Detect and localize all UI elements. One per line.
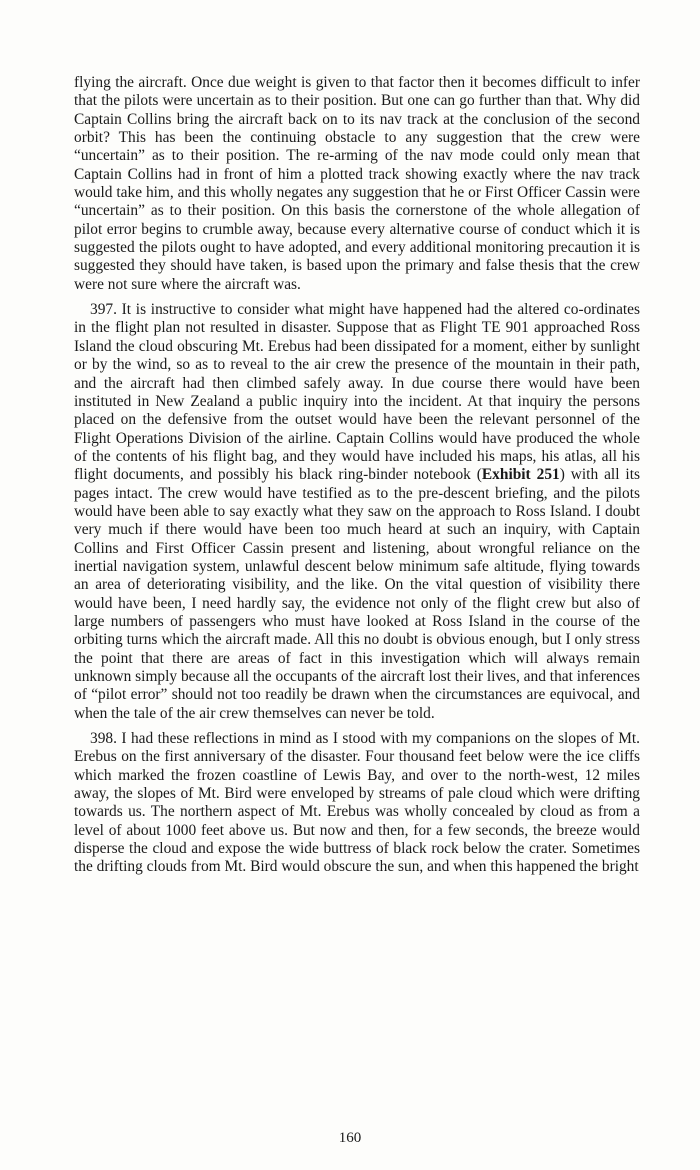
page-number: 160 xyxy=(338,1130,362,1146)
paragraph-397 xyxy=(74,301,640,723)
exhibit-reference: Exhibit 251 xyxy=(481,466,560,484)
paragraph-398: 398. I had these reflections in mind as I stood with my companions on the slopes of Mt. Erebus on the first anniversary of the disaster. Four thousand feet below were the ice cliffs which marked the frozen coastline of Lewis Bay, and over to the north-west, 12 miles away, the slopes of Mt. Bird were enveloped by streams of pale cloud which were drifting towards us. The northern aspect of Mt. Erebus was wholly concealed by cloud as from a level of about 1000 feet above us. But now and then, for a few seconds, the breeze would disperse the cloud and expose the wide buttress of black rock below the crater. Sometimes the drifting clouds from Mt. Bird would obscure the sun, and when this happened the bright xyxy=(74,730,640,876)
paragraph-396-continuation: flying the aircraft. Once due weight is given to that factor then it becomes difficult to infer that the pilots were uncertain as to their position. But one can go further than that. Why did Captain Collins bring the aircraft back on to its nav track at the conclusion of the second orbit? This has been the continuing obstacle to any suggestion that the crew were “uncertain” as to their position. The re-arming of the nav mode could only mean that Captain Collins had in front of him a plotted track showing exactly where the nav track would take him, and this wholly negates any suggestion that he or First Officer Cassin were “uncertain” as to their position. On this basis the cornerstone of the whole allegation of pilot error begins to crumble away, because every alternative course of conduct which it is suggested the pilots ought to have adopted, and every additional monitoring precaution it is suggested they should have taken, is based upon the primary and false thesis that the crew were not sure where the aircraft was. xyxy=(74,74,640,293)
paragraph-397-text-end: ) with all its pages intact. The crew would have testified as to the pre-descent briefing, and the pilots would have been able to say exactly what they saw on the approach to Ross Island. I doubt very much if there would have been too much heard at such an inquiry, with Captain Collins and First Officer Cassin present and listening, about wrongful reliance on the inertial navigation system, unlawful descent below minimum safe altitude, flying towards an area of deteriorating visibility, and the like. On the vital question of visibility there would have been, I need hardly say, the evidence not only of the flight crew but also of large numbers of passengers who must have looked at Ross Island in the course of the orbiting turns which the aircraft made. All this no doubt is obvious enough, but I only stress the point that there are areas of fact in this investigation which will always remain unknown simply because all the occupants of the aircraft lost their lives, and that inferences of “pilot error” should not too readily be drawn when the circumstances are equivocal, and when the tale of the air crew themselves can never be told. xyxy=(74,466,640,722)
paragraph-397-text-start: 397. It is instructive to consider what might have happened had the altered co-ordinates in the flight plan not resulted in disaster. Suppose that as Flight TE 901 approached Ross Island the cloud obscuring Mt. Erebus had been dissipated for a moment, either by sunlight or by the wind, so as to reveal to the air crew the presence of the mountain in their path, and the aircraft had then climbed safely away. In due course there would have been instituted in New Zealand a public inquiry into the incident. At that inquiry the persons placed on the defensive from the outset would have been the relevant personnel of the Flight Operations Division of the airline. Captain Collins would have produced the whole of the contents of his flight bag, and they would have included his maps, his atlas, all his flight documents, and possibly his black ring-binder notebook ( xyxy=(74,301,640,484)
body-text xyxy=(74,74,640,877)
